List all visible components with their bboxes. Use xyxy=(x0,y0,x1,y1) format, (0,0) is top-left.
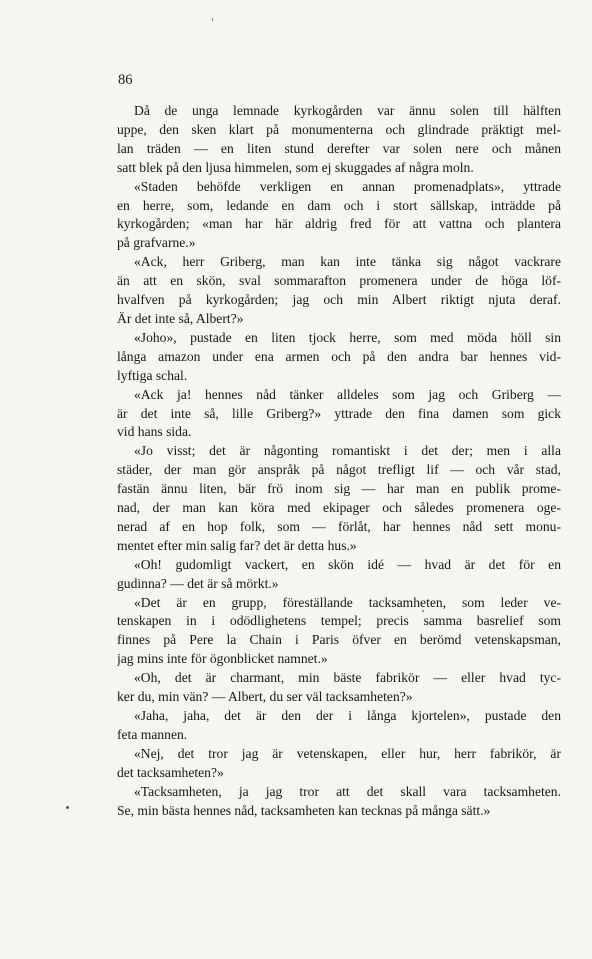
paragraph xyxy=(117,783,561,821)
body-text xyxy=(117,102,561,820)
text-line: långa amazon under ena armen och på den andra bar hennes vid- xyxy=(117,348,561,364)
text-line: «Det är en grupp, föreställande tacksamheten, som leder ve- xyxy=(134,594,561,610)
paragraph xyxy=(117,707,561,745)
text-line: vid hans sida. xyxy=(117,424,192,440)
text-line: «Jo visst; det är någonting romantiskt i det der; men i alla xyxy=(134,443,561,459)
text-line: nad, der man kan köra med ekipager och således promenera oge- xyxy=(117,500,561,516)
text-line: Är det inte så, Albert?» xyxy=(117,310,244,326)
paragraph xyxy=(117,556,561,594)
text-line: «Ack, herr Griberg, man kan inte tänka sig något vackrare xyxy=(134,254,561,270)
paragraph xyxy=(117,253,561,329)
paragraph xyxy=(117,178,561,254)
text-line: än att en skön, sval sommarafton promenera under de höga löf- xyxy=(117,273,561,289)
scan-speck xyxy=(66,806,69,809)
text-line: jag mins inte för ögonblicket namnet.» xyxy=(117,651,328,667)
text-line: mentet efter min salig far? det är detta hus.» xyxy=(117,537,357,553)
text-line: «Nej, det tror jag är vetenskapen, eller hur, herr fabrikör, är xyxy=(134,745,561,761)
text-line: «Tacksamheten, ja jag tror att det skall vara tacksamheten. xyxy=(134,783,561,799)
text-line: «Oh, det är charmant, min bäste fabrikör — eller hvad tyc- xyxy=(134,670,561,686)
text-line: finnes på Pere la Chain i Paris öfver en berömd vetenskapsman, xyxy=(117,632,561,648)
text-line: nerad af en hop folk, som — förlåt, har hennes nåd sett monu- xyxy=(117,518,561,534)
text-line: är det inte så, lille Griberg?» yttrade den fina damen som gick xyxy=(117,405,561,421)
text-line: feta mannen. xyxy=(117,726,188,742)
text-line: en herre, som, ledande en dam och i stort sällskap, inträdde på xyxy=(117,197,561,213)
text-line: «Joho», pustade en liten tjock herre, som med möda höll sin xyxy=(134,329,561,345)
text-line: Då de unga lemnade kyrkogården var ännu solen till hälften xyxy=(134,103,561,118)
text-line: lyftiga schal. xyxy=(117,367,188,383)
paragraph xyxy=(117,594,561,670)
text-line: «Jaha, jaha, det är den der i långa kjortelen», pustade den xyxy=(134,708,561,723)
paragraph xyxy=(117,442,561,555)
paragraph xyxy=(117,329,561,386)
text-line: satt blek på den ljusa himmelen, som ej skuggades af några moln. xyxy=(117,159,474,175)
paragraph xyxy=(117,386,561,443)
text-line: ker du, min vän? — Albert, du ser väl tacksamheten?» xyxy=(117,689,413,705)
paragraph xyxy=(117,669,561,707)
text-line: kyrkogården; «man har här aldrig fred för att vattna och plantera xyxy=(117,216,561,232)
text-line: Se, min bästa hennes nåd, tacksamheten kan tecknas på många sätt.» xyxy=(117,802,491,818)
text-line: hvalfven på kyrkogården; jag och min Albert riktigt njuta deraf. xyxy=(117,292,561,308)
text-line: på grafvarne.» xyxy=(117,235,196,251)
text-line: gudinna? — det är så mörkt.» xyxy=(117,575,279,591)
text-line: «Staden behöfde verkligen en annan promenadplats», yttrade xyxy=(134,178,561,194)
paragraph xyxy=(117,102,561,178)
text-line: «Oh! gudomligt vackert, en skön idé — hvad är det för en xyxy=(134,556,561,572)
page-number: 86 xyxy=(118,72,133,88)
text-line: fastän ännu liten, bär frö inom sig — har man en publik prome- xyxy=(117,481,561,497)
text-line: lan träden — en liten stund derefter var solen nere och månen xyxy=(117,140,561,156)
text-line: det tacksamheten?» xyxy=(117,764,224,780)
paragraph xyxy=(117,745,561,783)
text-line: städer, der man gör anspråk på något trefligt lif — och vår stad, xyxy=(117,462,561,478)
text-line: «Ack ja! hennes nåd tänker alldeles som jag och Griberg — xyxy=(134,386,561,402)
scan-speck xyxy=(212,18,213,21)
text-line: tenskapen in i odödlighetens tempel; precis samma basrelief som xyxy=(117,613,561,629)
text-line: uppe, den sken klart på monumenterna och glindrade präktigt mel- xyxy=(117,121,561,137)
